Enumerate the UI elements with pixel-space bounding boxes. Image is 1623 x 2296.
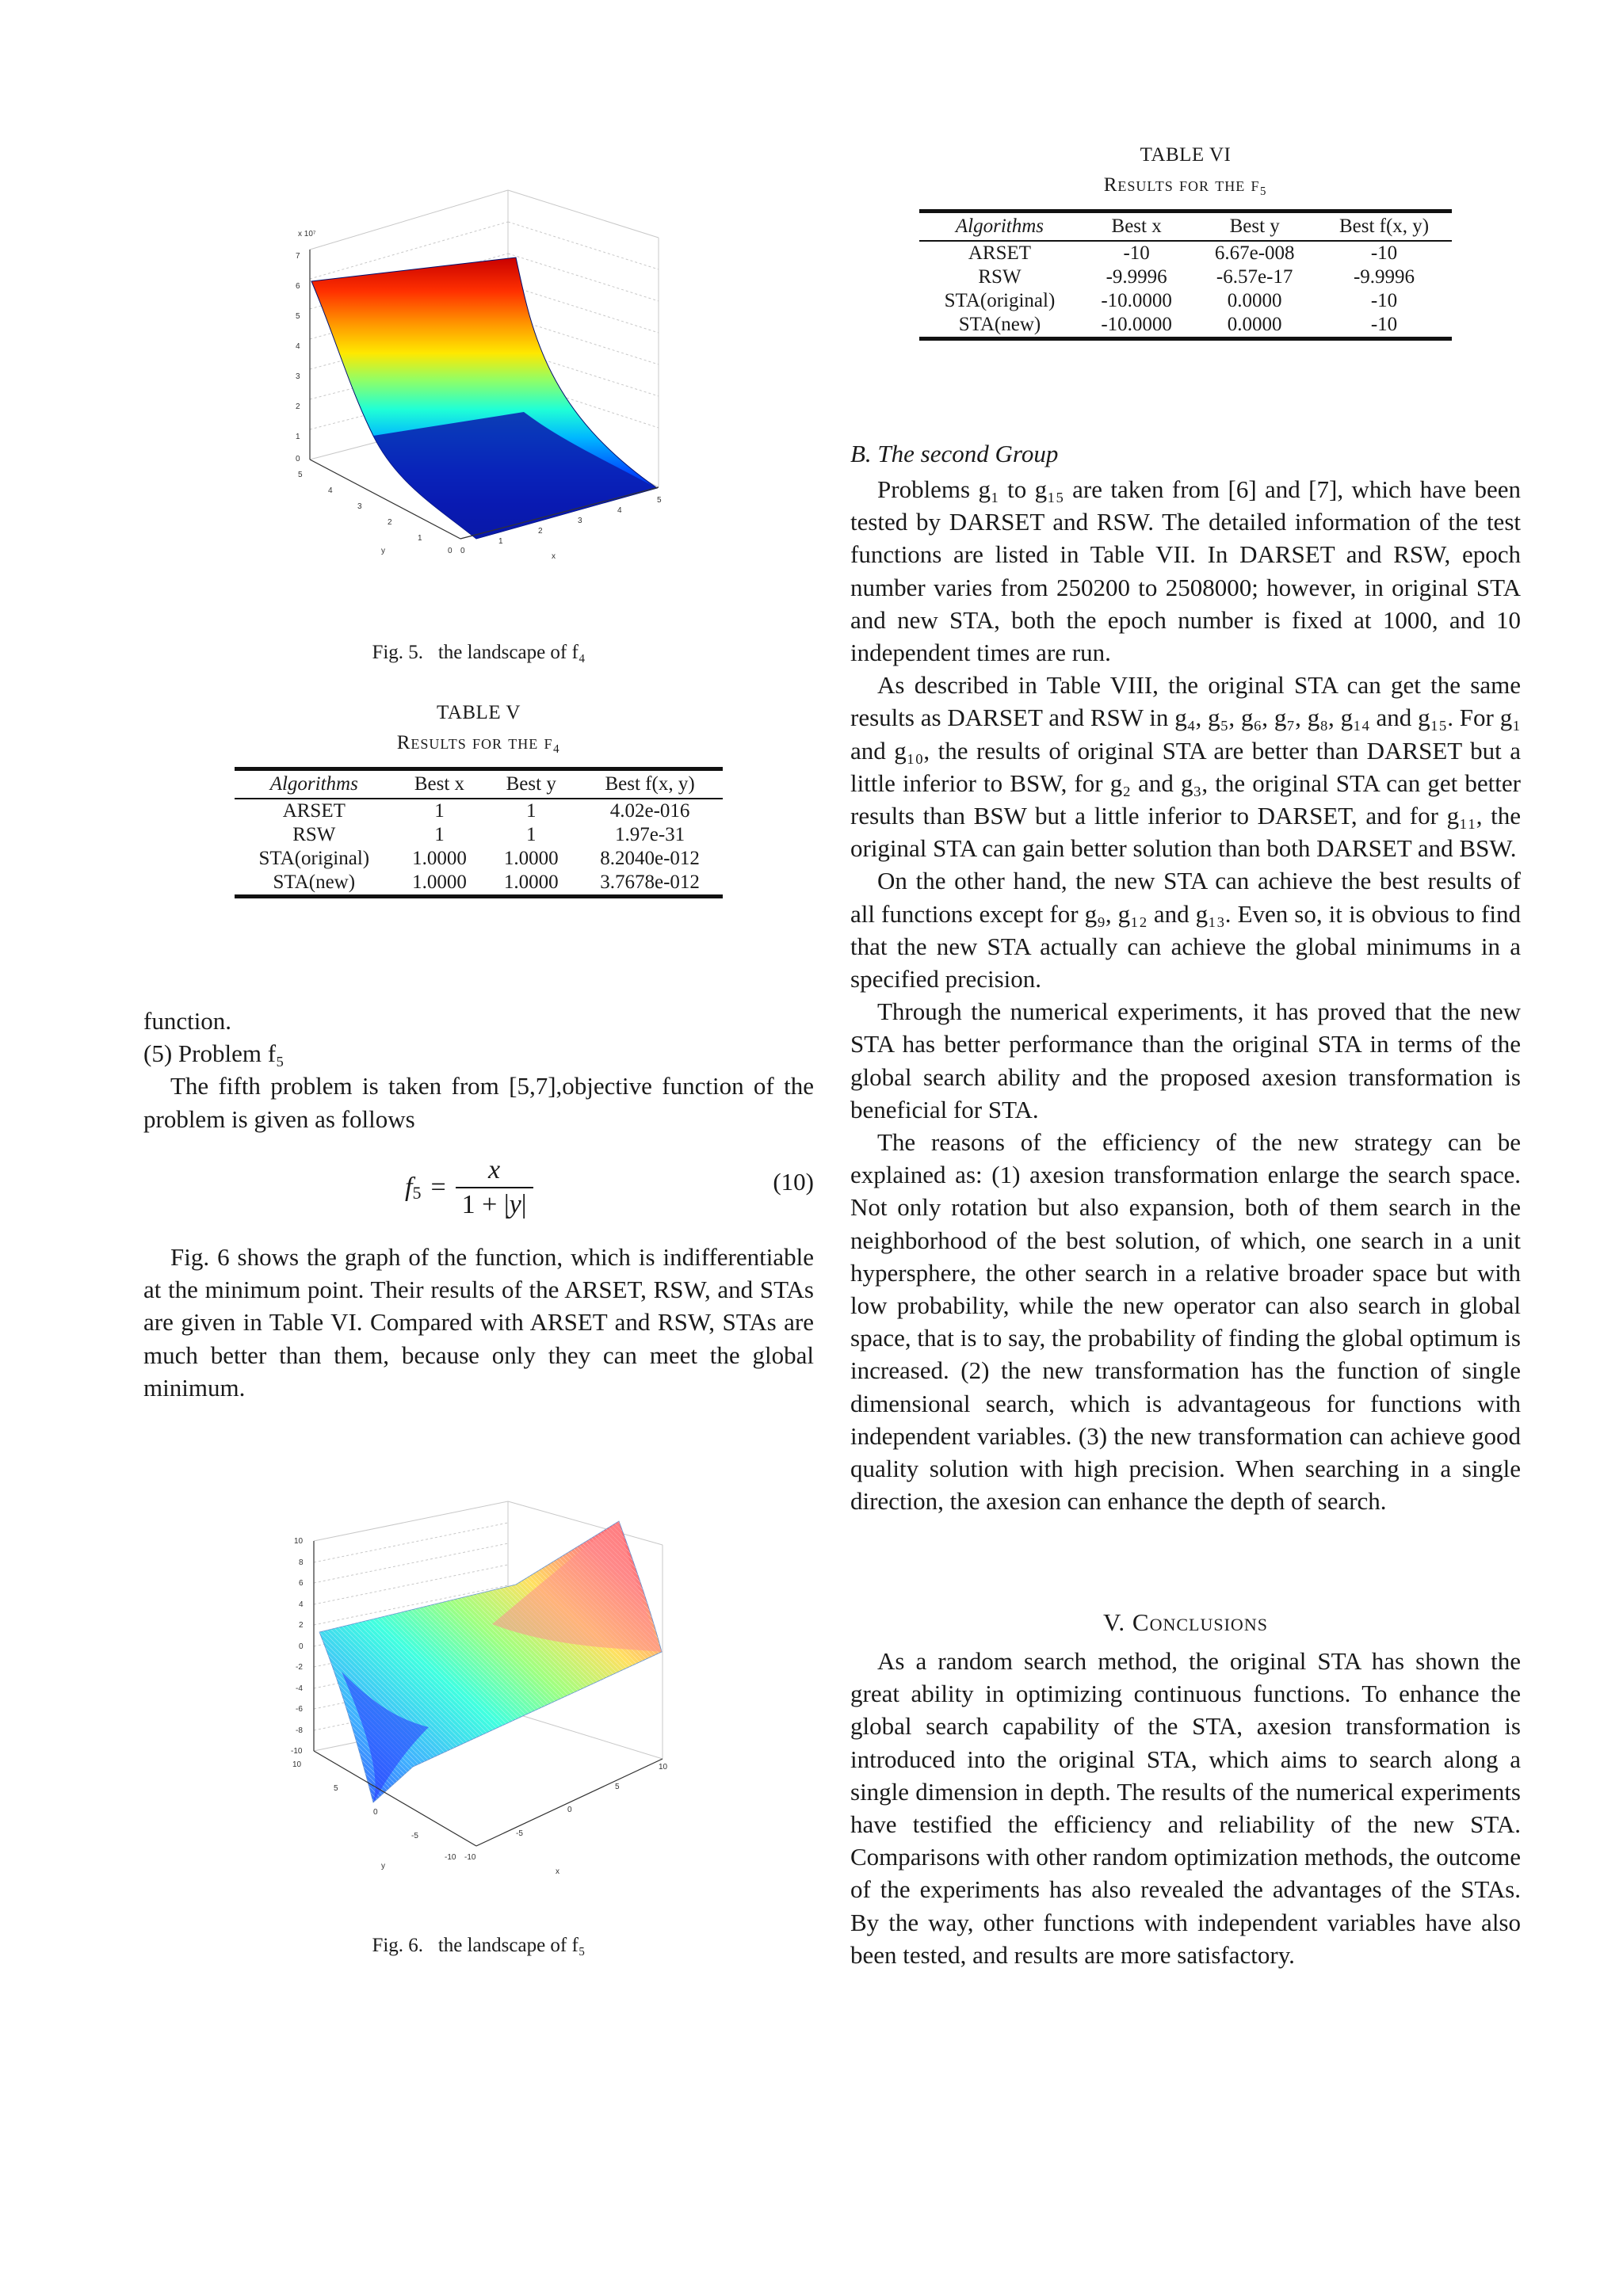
table-cell: STA(original) xyxy=(258,848,370,869)
table-cell: 1.0000 xyxy=(412,871,467,893)
table-5-block xyxy=(143,702,814,898)
table-5 xyxy=(235,767,723,898)
fig6-ztick: -10 xyxy=(291,1747,303,1756)
table-row xyxy=(919,265,1452,289)
table-6 xyxy=(919,209,1452,341)
paragraph-conclusions: As a random search method, the original STA has shown the great ability in optimizing continuous functions. To enhance the global search capability of the STA, axesion transformation is introduced into the original STA, which aims to search along a single dimension in depth. The results of the numerical experiments have testified the efficiency and reliability of the new STA. Comparisons with other random optimization methods, the outcome of the experiments has also revealed the advantages of the STAs. By the way, other functions with independent variables have also been tested, and results are more satisfactory. xyxy=(850,1647,1521,1969)
figure-6-plot xyxy=(143,1489,814,1901)
table-cell: 1 xyxy=(434,800,445,822)
table-6-header: Best x xyxy=(1111,215,1162,237)
fig6-xtick: 10 xyxy=(659,1763,668,1772)
paragraph-b5: The reasons of the efficiency of the new strategy can be explained as: (1) axesion transformation enlarge the search space. Not only rotation but also expansion, both of them search in the neighborhood of the best solution, of which, one search in a unit hypersphere, the other search in a relative broader space but with low probability, while the new operator can also search in global space, that is to say, the probability of finding the global optimum is increased. (2) the new transformation has the function of single dimensional search, which is advantageous for functions with independent variables. (3) the new transformation can achieve good quality solution with high precision. When searching in a single direction, the axesion can enhance the depth of search. xyxy=(850,1128,1521,1516)
table-cell: 1.0000 xyxy=(503,848,559,869)
fig5-ztick: 4 xyxy=(296,342,300,351)
fig6-ztick: 0 xyxy=(299,1642,304,1651)
table-cell: -6.57e-17 xyxy=(1216,266,1293,288)
table-row xyxy=(235,871,723,897)
fig5-ztick: 3 xyxy=(296,372,300,381)
table-row xyxy=(919,241,1452,265)
fig6-ztick: -2 xyxy=(296,1663,303,1672)
fig6-ztick: -6 xyxy=(296,1705,303,1714)
table-5-subtitle: Results for the f₄ xyxy=(396,732,561,753)
fig5-caption-text: the landscape of f₄ xyxy=(437,642,586,663)
table-cell: -10 xyxy=(1370,314,1398,335)
table-cell: 0.0000 xyxy=(1227,290,1282,311)
table-cell: 8.2040e-012 xyxy=(600,848,700,869)
table-cell: 1.0000 xyxy=(412,848,467,869)
fig6-ztick: 6 xyxy=(299,1579,304,1588)
figure-6 xyxy=(143,1489,814,1901)
fig5-ztick: 6 xyxy=(296,282,300,291)
figure-5 xyxy=(143,174,814,618)
fig5-xtick: 3 xyxy=(578,517,582,525)
fig5-xtick: 4 xyxy=(617,506,622,515)
fig5-ztick: 0 xyxy=(296,455,300,463)
table-6-subtitle: Results for the f₅ xyxy=(1103,174,1268,196)
fig6-ytick: -10 xyxy=(445,1853,456,1862)
table-cell: -9.9996 xyxy=(1106,266,1167,288)
table-cell: 4.02e-016 xyxy=(609,800,690,822)
fig5-xlabel: x xyxy=(552,552,556,561)
section-b xyxy=(850,437,1521,1518)
paragraph-b1: Problems g₁ to g₁₅ are taken from [6] and [7], which have been tested by DARSET and RSW. The detailed information of the test functions are listed in Table VII. In DARSET and RSW, epoch number varies from 250200 to 2508000; however, in original STA and new STA, both the epoch number is fixed at 1000, and 10 independent times are run. xyxy=(850,475,1521,667)
fig6-ztick: -8 xyxy=(296,1726,303,1735)
table-cell: 3.7678e-012 xyxy=(600,871,700,893)
fig5-ytick: 2 xyxy=(388,518,392,527)
table-row xyxy=(235,823,723,847)
table-cell: STA(new) xyxy=(958,314,1041,335)
fig6-ylabel: y xyxy=(381,1862,385,1871)
fig5-ztick: 5 xyxy=(296,312,300,321)
paragraph-function: function. xyxy=(143,1007,232,1035)
fig5-ytick: 0 xyxy=(448,547,453,555)
fig6-ztick: 2 xyxy=(299,1621,304,1630)
figure-6-caption xyxy=(143,1935,814,1957)
table-cell: STA(original) xyxy=(944,290,1056,311)
table-6-header: Algorithms xyxy=(955,215,1044,237)
fig5-ytick: 3 xyxy=(357,502,362,511)
figure-5-plot xyxy=(143,174,814,618)
table-cell: 1 xyxy=(434,824,445,845)
paragraph-problem-5: The fifth problem is taken from [5,7],objective function of the problem is given as follows xyxy=(143,1072,814,1133)
table-cell: STA(new) xyxy=(273,871,356,893)
paragraph-fig6-description: Fig. 6 shows the graph of the function, which is indifferentiable at the minimum point. Their results of the ARSET, RSW, and STAs are given in Table VI. Compared with ARSET and RSW, STAs are much better than them, because only they can meet the global minimum. xyxy=(143,1243,814,1402)
fig5-xtick: 0 xyxy=(460,547,465,555)
table-cell: -10 xyxy=(1370,290,1398,311)
fig5-ytick: 1 xyxy=(418,534,422,543)
fig5-caption-prefix: Fig. 5. xyxy=(372,642,424,663)
fig6-xlabel: x xyxy=(556,1867,559,1876)
table-cell: 6.67e-008 xyxy=(1214,242,1295,264)
fig5-ytick: 5 xyxy=(298,471,303,479)
fig5-xtick: 2 xyxy=(538,527,543,536)
table-row xyxy=(919,289,1452,313)
table-6-header: Best y xyxy=(1229,215,1280,237)
left-text-block-2 xyxy=(143,1241,814,1404)
fig6-caption-prefix: Fig. 6. xyxy=(372,1935,424,1956)
table-cell: -10 xyxy=(1370,242,1398,264)
fig5-ztick: 2 xyxy=(296,402,300,411)
table-cell: -10.0000 xyxy=(1101,290,1172,311)
table-cell: RSW xyxy=(292,824,336,845)
fig6-ztick: 4 xyxy=(299,1600,304,1609)
table-5-header: Algorithms xyxy=(269,773,358,795)
paragraph-b4: Through the numerical experiments, it has proved that the new STA has better performance than the original STA in terms of the global search ability and the proposed axesion transformation is beneficial for STA. xyxy=(850,997,1521,1123)
fig5-xtick: 5 xyxy=(657,496,662,505)
table-cell: -10 xyxy=(1123,242,1150,264)
table-row xyxy=(235,847,723,871)
table-cell: 1.0000 xyxy=(503,871,559,893)
table-cell: ARSET xyxy=(968,242,1032,264)
table-6-block xyxy=(850,144,1521,341)
table-5-title: TABLE V xyxy=(437,702,521,723)
paragraph-b2: As described in Table VIII, the original STA can get the same results as DARSET and RSW in g₄, g₅, g₆, g₇, g₈, g₁₄ and g₁₅. For g₁ and g₁₀, the results of original STA are better than DARSET but a little inferior to BSW, for g₂ and g₃, the original STA can get better results than BSW but a little inferior to DARSET, and for g₁₁, the original STA can gain better solution than both DARSET and BSW. xyxy=(850,671,1521,863)
table-6-title: TABLE VI xyxy=(1140,144,1232,166)
fig5-ylabel: y xyxy=(381,547,385,555)
fig6-xtick: 5 xyxy=(615,1783,620,1791)
table-5-header: Best f(x, y) xyxy=(605,773,695,795)
section-b-heading: B. The second Group xyxy=(850,440,1059,467)
fig6-ytick: 0 xyxy=(373,1808,378,1817)
table-cell: 1 xyxy=(525,800,537,822)
fig6-ztick: 10 xyxy=(294,1537,304,1546)
figure-5-caption xyxy=(143,642,814,664)
section-conclusions xyxy=(850,1606,1521,1971)
equation-10 xyxy=(143,1149,814,1220)
table-row xyxy=(919,313,1452,339)
table-cell: RSW xyxy=(978,266,1022,288)
table-6-header: Best f(x, y) xyxy=(1338,215,1430,237)
fig6-xtick: -10 xyxy=(464,1853,476,1862)
problem-5-heading: (5) Problem f₅ xyxy=(143,1039,285,1068)
fig5-ytick: 4 xyxy=(328,486,333,495)
table-cell: 1 xyxy=(525,824,537,845)
table-cell: 1.97e-31 xyxy=(614,824,685,845)
fig5-xtick: 1 xyxy=(498,537,503,546)
table-cell: -9.9996 xyxy=(1353,266,1415,288)
table-cell: ARSET xyxy=(282,800,346,822)
table-cell: 0.0000 xyxy=(1227,314,1282,335)
fig5-exponent: x 10⁷ xyxy=(298,230,316,238)
table-5-header: Best x xyxy=(414,773,465,795)
table-row xyxy=(235,799,723,823)
fig6-ytick: -5 xyxy=(411,1832,418,1840)
fig6-xtick: -5 xyxy=(516,1829,523,1838)
fig5-ztick: 7 xyxy=(296,252,300,261)
left-text-block xyxy=(143,1005,814,1135)
fig6-ytick: 5 xyxy=(334,1784,338,1793)
equation-body: f 5 = $\frac{x}{1 + |y|}$ xyxy=(405,1155,533,1220)
fig6-ztick: 8 xyxy=(299,1558,304,1567)
fig5-ztick: 1 xyxy=(296,433,300,441)
table-cell: -10.0000 xyxy=(1101,314,1172,335)
fig6-xtick: 0 xyxy=(567,1806,572,1814)
equation-number: (10) xyxy=(773,1168,814,1196)
table-5-header: Best y xyxy=(506,773,556,795)
fig6-ztick: -4 xyxy=(296,1684,303,1693)
fig6-caption-text: the landscape of f₅ xyxy=(437,1935,586,1956)
fig6-ytick: 10 xyxy=(292,1760,302,1769)
paragraph-b3: On the other hand, the new STA can achieve the best results of all functions except for g₉, g₁₂ and g₁₃. Even so, it is obvious to find that the new STA actually can achieve the global minimums in a specified precision. xyxy=(850,867,1521,994)
conclusions-heading: V. Conclusions xyxy=(1103,1608,1268,1636)
